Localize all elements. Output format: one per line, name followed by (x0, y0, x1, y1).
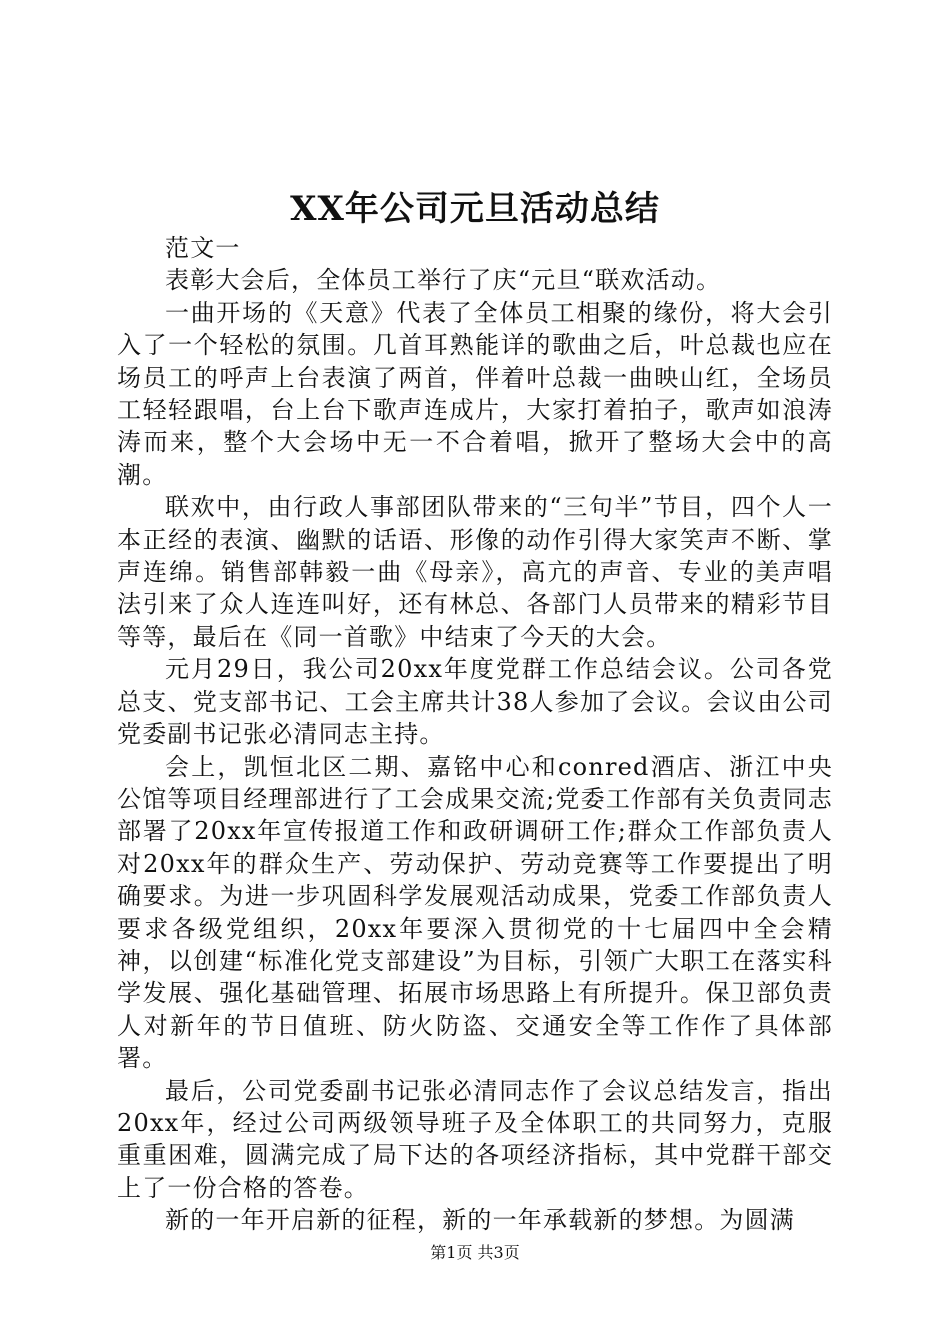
paragraph: 新的一年开启新的征程，新的一年承载新的梦想。为圆满 (165, 1206, 795, 1235)
paragraph: 联欢中，由行政人事部团队带来的“三句半”节目，四个人一本正经的表演、幽默的话语、形像的动作引得大家笑声不断、掌声连绵。销售部韩毅一曲《母亲》，高亢的声音、专业的美声唱法引来了众人连连叫好，还有林总、各部门人员带来的精彩节目等等，最后在《同一首歌》中结束了今天的大会。 (117, 493, 833, 651)
paragraph: 元月29日，我公司20xx年度党群工作总结会议。公司各党总支、党支部书记、工会主席共计38人参加了会议。会议由公司党委副书记张必清同志主持。 (117, 655, 833, 749)
paragraph: 最后，公司党委副书记张必清同志作了会议总结发言，指出20xx年，经过公司两级领导班子及全体职工的共同努力，克服重重困难，圆满完成了局下达的各项经济指标，其中党群干部交上了一份合格的答卷。 (117, 1076, 833, 1202)
document-title: XX年公司元旦活动总结 (290, 189, 660, 229)
paragraph-label: 范文一 (165, 234, 241, 262)
paragraph: 一曲开场的《天意》代表了全体员工相聚的缘份，将大会引入了一个轻松的氛围。几首耳熟能详的歌曲之后，叶总裁也应在场员工的呼声上台表演了两首，伴着叶总裁一曲映山红，全场员工轻轻跟唱，台上台下歌声连成片，大家打着拍子，歌声如浪涛涛而来，整个大会场中无一不合着唱，掀开了整场大会中的高潮。 (117, 298, 833, 489)
page-number-footer: 第1页 共3页 (430, 1243, 520, 1262)
paragraph: 表彰大会后，全体员工举行了庆“元旦“联欢活动。 (165, 266, 722, 295)
document-body (117, 232, 833, 1237)
paragraph: 会上，凯恒北区二期、嘉铭中心和conred酒店、浙江中央公馆等项目经理部进行了工会成果交流;党委工作部有关负责同志部署了20xx年宣传报道工作和政研调研工作;群众工作部负责人对20xx年的群众生产、劳动保护、劳动竞赛等工作要提出了明确要求。为进一步巩固科学发展观活动成果，党委工作部负责人要求各级党组织，20xx年要深入贯彻党的十七届四中全会精神，以创建“标准化党支部建设”为目标，引领广大职工在落实科学发展、强化基础管理、拓展市场思路上有所提升。保卫部负责人对新年的节日值班、防火防盗、交通安全等工作作了具体部署。 (117, 752, 833, 1073)
